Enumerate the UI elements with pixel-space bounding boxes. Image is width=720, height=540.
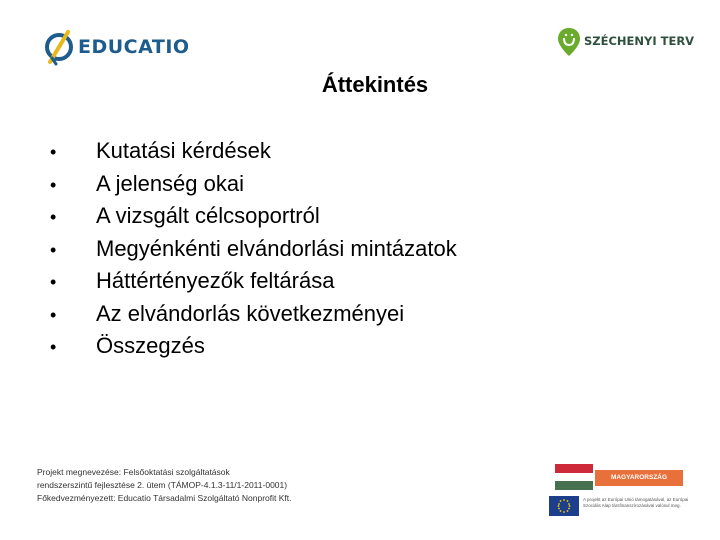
list-item-text: A jelenség okai bbox=[96, 170, 244, 196]
bullet-marker: • bbox=[50, 207, 57, 227]
bullet-list bbox=[50, 135, 457, 363]
list-item bbox=[50, 265, 457, 298]
list-item bbox=[50, 298, 457, 331]
list-item bbox=[50, 135, 457, 168]
footer-line-project-code: rendszerszintű fejlesztése 2. ütem (TÁMOP-4.1.3-11/1-2011-0001) bbox=[37, 480, 288, 490]
educatio-emblem-icon bbox=[44, 28, 78, 68]
slide-title: Áttekintés bbox=[321, 72, 429, 97]
educatio-logo bbox=[44, 28, 204, 68]
list-item-text: Megyénkénti elvándorlási mintázatok bbox=[96, 235, 457, 261]
bullet-marker: • bbox=[50, 174, 57, 195]
list-item-text: Összegzés bbox=[96, 333, 205, 358]
list-item-text: Az elvándorlás következményei bbox=[96, 300, 405, 326]
list-item bbox=[50, 200, 457, 233]
list-item bbox=[50, 330, 457, 363]
bullet-marker: • bbox=[50, 272, 57, 292]
list-item bbox=[50, 168, 457, 201]
footer-line-project-name: Projekt megnevezése: Felsőoktatási szolgáltatások bbox=[37, 467, 230, 477]
eu-funding-text: A projekt az Európai Unió támogatásával, az Európai Szociális Alap társfinanszírozásával valósul meg. bbox=[583, 497, 689, 508]
bullet-marker: • bbox=[50, 337, 57, 357]
szechenyi-pin-icon bbox=[555, 26, 583, 58]
funding-badges bbox=[549, 464, 689, 520]
list-item-text: Háttértényezők feltárása bbox=[96, 268, 335, 293]
eu-flag-icon bbox=[549, 496, 579, 516]
hungary-flag-icon bbox=[555, 464, 593, 490]
magyarorszag-megujul-banner: MAGYARORSZÁG MEGÚJUL bbox=[595, 470, 683, 486]
educatio-wordmark: EDUCATIO bbox=[78, 36, 190, 58]
list-item-text: Kutatási kérdések bbox=[96, 138, 271, 163]
bullet-marker: • bbox=[50, 304, 57, 325]
project-footer bbox=[37, 466, 292, 505]
szechenyi-wordmark: SZÉCHENYI TERV bbox=[584, 34, 695, 48]
bullet-marker: • bbox=[50, 239, 57, 260]
list-item-text: A vizsgált célcsoportról bbox=[96, 203, 320, 228]
footer-line-beneficiary: Főkedvezményezett: Educatio Társadalmi Szolgáltató Nonprofit Kft. bbox=[37, 493, 292, 503]
list-item bbox=[50, 233, 457, 266]
szechenyi-terv-logo bbox=[555, 26, 695, 58]
bullet-marker: • bbox=[50, 142, 57, 162]
